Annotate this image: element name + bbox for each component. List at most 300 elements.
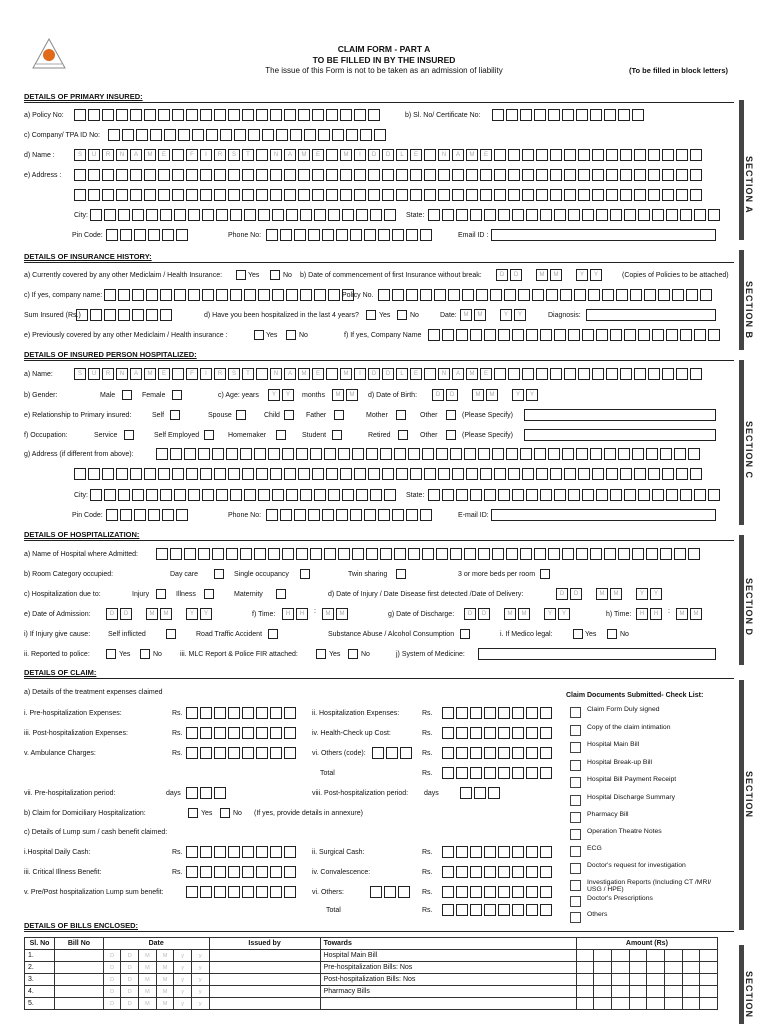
char-box[interactable]: D [382,368,394,380]
char-box[interactable] [326,149,338,161]
bill-date-cell[interactable]: M [156,950,174,962]
char-box[interactable] [102,109,114,121]
char-box[interactable] [338,548,350,560]
char-box[interactable] [512,707,524,719]
char-box[interactable] [158,189,170,201]
char-box[interactable] [300,209,312,221]
char-box[interactable] [480,169,492,181]
char-box[interactable] [494,368,506,380]
char-box[interactable] [228,109,240,121]
char-box[interactable] [562,448,574,460]
bill-amount-cell[interactable] [612,950,630,962]
char-box[interactable]: U [88,149,100,161]
char-box[interactable] [118,309,130,321]
char-box[interactable]: M [144,368,156,380]
bill-date-cell[interactable]: D [103,962,121,974]
char-box[interactable] [164,129,176,141]
char-box[interactable] [364,229,376,241]
critical-illness-input[interactable] [186,866,296,878]
hospitalized-no-checkbox[interactable] [397,310,407,320]
char-box[interactable] [286,289,298,301]
char-box[interactable] [340,109,352,121]
bill-date-cell[interactable]: D [121,962,139,974]
char-box[interactable] [498,886,510,898]
char-box[interactable] [676,468,688,480]
char-box[interactable] [74,468,86,480]
char-box[interactable] [470,727,482,739]
char-box[interactable] [492,448,504,460]
char-box[interactable] [410,169,422,181]
char-box[interactable] [400,747,412,759]
occupation-other-input[interactable] [524,429,716,441]
char-box[interactable] [620,169,632,181]
char-box[interactable] [540,727,552,739]
age-months-input[interactable] [332,389,358,401]
char-box[interactable] [228,846,240,858]
char-box[interactable] [352,448,364,460]
char-box[interactable] [646,448,658,460]
char-box[interactable] [284,846,296,858]
char-box[interactable] [350,509,362,521]
char-box[interactable] [242,169,254,181]
char-box[interactable] [648,169,660,181]
bill-no-cell[interactable] [55,998,104,1010]
char-box[interactable]: D [478,608,490,620]
char-box[interactable] [266,229,278,241]
char-box[interactable] [634,468,646,480]
char-box[interactable] [508,149,520,161]
char-box[interactable] [498,329,510,341]
bill-date-cell[interactable]: y [191,950,209,962]
char-box[interactable]: D [446,389,458,401]
char-box[interactable] [240,548,252,560]
char-box[interactable] [256,886,268,898]
char-box[interactable]: I [200,368,212,380]
char-box[interactable]: E [480,368,492,380]
char-box[interactable] [256,109,268,121]
char-box[interactable] [130,468,142,480]
others-amount-2-input[interactable] [442,886,552,898]
char-box[interactable] [220,129,232,141]
char-box[interactable] [672,289,684,301]
char-box[interactable] [186,846,198,858]
char-box[interactable] [294,229,306,241]
char-box[interactable] [134,509,146,521]
char-box[interactable] [592,189,604,201]
char-box[interactable]: M [518,608,530,620]
char-box[interactable] [512,846,524,858]
char-box[interactable]: Y [514,309,526,321]
patient-pin-input[interactable] [106,509,188,521]
char-box[interactable] [172,368,184,380]
mlc-yes-checkbox[interactable] [316,649,326,659]
occupation-option-checkbox[interactable] [124,430,134,440]
checklist-checkbox[interactable] [570,846,581,857]
char-box[interactable] [610,329,622,341]
char-box[interactable] [146,489,158,501]
char-box[interactable] [478,548,490,560]
char-box[interactable] [216,289,228,301]
char-box[interactable] [200,787,212,799]
char-box[interactable] [276,129,288,141]
bill-date-cell[interactable]: M [139,986,157,998]
char-box[interactable]: Y [636,588,648,600]
char-box[interactable] [384,489,396,501]
char-box[interactable] [272,489,284,501]
char-box[interactable] [536,368,548,380]
char-box[interactable]: M [146,608,158,620]
char-box[interactable] [424,169,436,181]
medico-legal-no-checkbox[interactable] [607,629,617,639]
char-box[interactable]: M [536,269,548,281]
char-box[interactable]: A [452,368,464,380]
name-input[interactable] [74,149,702,161]
char-box[interactable]: M [322,608,334,620]
char-box[interactable]: E [480,149,492,161]
char-box[interactable] [104,289,116,301]
char-box[interactable]: R [214,368,226,380]
char-box[interactable] [280,509,292,521]
bill-date-cell[interactable]: M [156,998,174,1010]
char-box[interactable]: R [102,368,114,380]
char-box[interactable] [186,468,198,480]
char-box[interactable] [336,509,348,521]
discharge-date-input[interactable] [464,608,570,620]
char-box[interactable] [506,448,518,460]
char-box[interactable] [526,866,538,878]
char-box[interactable] [410,468,422,480]
char-box[interactable] [694,329,706,341]
char-box[interactable] [606,149,618,161]
hospital-name-input[interactable] [156,548,700,560]
post-hosp-amount-input[interactable] [186,727,296,739]
char-box[interactable] [536,169,548,181]
char-box[interactable] [630,289,642,301]
char-box[interactable] [314,289,326,301]
char-box[interactable] [504,289,516,301]
char-box[interactable] [326,189,338,201]
char-box[interactable] [620,149,632,161]
char-box[interactable] [322,509,334,521]
char-box[interactable] [366,448,378,460]
char-box[interactable] [578,189,590,201]
char-box[interactable] [512,727,524,739]
char-box[interactable] [216,489,228,501]
char-box[interactable] [512,329,524,341]
char-box[interactable] [136,129,148,141]
bill-date-cell[interactable]: y [174,998,192,1010]
char-box[interactable] [228,886,240,898]
char-box[interactable] [370,886,382,898]
bill-date-cell[interactable]: y [174,962,192,974]
checklist-item[interactable] [570,724,671,736]
char-box[interactable]: S [74,149,86,161]
char-box[interactable] [270,866,282,878]
char-box[interactable] [312,468,324,480]
char-box[interactable] [620,368,632,380]
bill-amount-cell[interactable] [629,986,647,998]
char-box[interactable] [192,129,204,141]
bill-issued-by-cell[interactable] [209,950,320,962]
char-box[interactable] [198,448,210,460]
char-box[interactable] [634,368,646,380]
char-box[interactable] [578,149,590,161]
currently-covered-no-checkbox[interactable] [270,270,280,280]
char-box[interactable] [396,468,408,480]
char-box[interactable] [116,189,128,201]
patient-name-input[interactable] [74,368,702,380]
relationship-option-checkbox[interactable] [236,410,246,420]
bill-amount-cell[interactable] [647,998,665,1010]
char-box[interactable] [466,189,478,201]
char-box[interactable] [172,468,184,480]
char-box[interactable] [116,468,128,480]
char-box[interactable] [378,509,390,521]
char-box[interactable]: D [570,588,582,600]
char-box[interactable] [456,329,468,341]
char-box[interactable]: M [466,368,478,380]
char-box[interactable] [268,448,280,460]
char-box[interactable] [648,468,660,480]
char-box[interactable] [206,129,218,141]
others-code-input[interactable] [372,747,412,759]
char-box[interactable] [178,129,190,141]
bill-issued-by-cell[interactable] [209,974,320,986]
bill-date-cell[interactable]: y [174,974,192,986]
char-box[interactable] [564,468,576,480]
char-box[interactable] [214,846,226,858]
char-box[interactable] [200,468,212,480]
bill-amount-cell[interactable] [647,950,665,962]
char-box[interactable] [258,489,270,501]
char-box[interactable] [256,368,268,380]
char-box[interactable] [132,489,144,501]
occupation-option-checkbox[interactable] [204,430,214,440]
char-box[interactable]: D [432,389,444,401]
char-box[interactable] [526,727,538,739]
char-box[interactable] [284,109,296,121]
char-box[interactable] [146,289,158,301]
char-box[interactable] [604,448,616,460]
char-box[interactable] [550,189,562,201]
bill-amount-cell[interactable] [700,986,718,998]
char-box[interactable] [466,169,478,181]
char-box[interactable] [172,109,184,121]
char-box[interactable] [522,149,534,161]
char-box[interactable] [436,548,448,560]
others-code-2-input[interactable] [370,886,410,898]
bill-date-cell[interactable]: y [191,962,209,974]
char-box[interactable] [378,289,390,301]
char-box[interactable] [90,209,102,221]
bill-amount-cell[interactable] [664,974,682,986]
char-box[interactable] [562,548,574,560]
char-box[interactable] [118,209,130,221]
char-box[interactable] [148,229,160,241]
char-box[interactable] [632,109,644,121]
char-box[interactable] [456,727,468,739]
others-amount-input[interactable] [442,747,552,759]
char-box[interactable] [484,904,496,916]
char-box[interactable] [624,209,636,221]
checklist-checkbox[interactable] [570,812,581,823]
domiciliary-no-checkbox[interactable] [220,808,230,818]
char-box[interactable] [420,509,432,521]
bill-date-cell[interactable]: D [121,950,139,962]
char-box[interactable] [270,189,282,201]
char-box[interactable] [442,707,454,719]
char-box[interactable] [476,289,488,301]
char-box[interactable] [174,209,186,221]
char-box[interactable] [568,489,580,501]
bill-amount-cell[interactable] [647,986,665,998]
occupation-option-checkbox[interactable] [332,430,342,440]
bill-no-cell[interactable] [55,974,104,986]
char-box[interactable] [512,489,524,501]
char-box[interactable] [540,329,552,341]
bill-amount-cell[interactable] [682,974,700,986]
male-checkbox[interactable] [122,390,132,400]
char-box[interactable] [604,109,616,121]
char-box[interactable] [374,129,386,141]
char-box[interactable]: H [650,608,662,620]
char-box[interactable] [256,747,268,759]
relationship-option-checkbox[interactable] [284,410,294,420]
char-box[interactable] [484,747,496,759]
patient-email-input[interactable] [491,509,716,521]
char-box[interactable] [442,489,454,501]
previously-covered-no-checkbox[interactable] [286,330,296,340]
checklist-item[interactable] [570,759,652,771]
char-box[interactable] [392,289,404,301]
char-box[interactable] [606,468,618,480]
char-box[interactable] [104,309,116,321]
char-box[interactable] [564,149,576,161]
char-box[interactable] [484,846,496,858]
char-box[interactable] [424,149,436,161]
char-box[interactable] [270,707,282,719]
char-box[interactable] [564,169,576,181]
char-box[interactable] [258,289,270,301]
char-box[interactable] [648,368,660,380]
checklist-item[interactable] [570,794,675,806]
char-box[interactable] [130,169,142,181]
char-box[interactable] [392,509,404,521]
policy-no-input[interactable] [74,109,380,121]
char-box[interactable] [378,229,390,241]
char-box[interactable]: Y [576,269,588,281]
char-box[interactable] [214,866,226,878]
char-box[interactable] [676,149,688,161]
char-box[interactable] [214,109,226,121]
post-period-days-input[interactable] [460,787,500,799]
daily-cash-input[interactable] [186,846,296,858]
bill-amount-cell[interactable] [700,950,718,962]
checklist-item[interactable] [570,895,653,907]
checklist-item[interactable] [570,845,602,857]
char-box[interactable] [88,109,100,121]
char-box[interactable] [466,468,478,480]
char-box[interactable] [662,169,674,181]
char-box[interactable]: E [410,149,422,161]
char-box[interactable] [508,189,520,201]
bill-amount-cell[interactable] [682,998,700,1010]
char-box[interactable] [186,189,198,201]
char-box[interactable] [202,209,214,221]
char-box[interactable] [244,209,256,221]
char-box[interactable] [186,747,198,759]
char-box[interactable]: I [354,368,366,380]
char-box[interactable] [228,727,240,739]
char-box[interactable] [364,509,376,521]
lump-sum-benefit-input[interactable] [186,886,296,898]
char-box[interactable] [354,189,366,201]
char-box[interactable] [470,866,482,878]
pre-hosp-amount-input[interactable] [186,707,296,719]
char-box[interactable] [214,787,226,799]
char-box[interactable]: F [186,149,198,161]
char-box[interactable]: M [466,149,478,161]
char-box[interactable]: A [130,149,142,161]
due-to-option-checkbox[interactable] [204,589,214,599]
char-box[interactable] [284,727,296,739]
char-box[interactable] [270,846,282,858]
char-box[interactable] [120,509,132,521]
char-box[interactable] [536,189,548,201]
char-box[interactable] [284,866,296,878]
char-box[interactable] [708,489,720,501]
char-box[interactable] [202,289,214,301]
bill-amount-cell[interactable] [700,962,718,974]
char-box[interactable] [438,468,450,480]
char-box[interactable]: S [228,149,240,161]
char-box[interactable] [254,548,266,560]
char-box[interactable] [326,109,338,121]
char-box[interactable] [456,767,468,779]
char-box[interactable] [456,747,468,759]
char-box[interactable] [470,846,482,858]
char-box[interactable] [188,489,200,501]
injury-cause-option-checkbox[interactable] [166,629,176,639]
char-box[interactable] [284,747,296,759]
bill-amount-cell[interactable] [612,962,630,974]
char-box[interactable] [618,548,630,560]
char-box[interactable] [540,886,552,898]
char-box[interactable] [540,866,552,878]
char-box[interactable] [498,767,510,779]
char-box[interactable] [526,846,538,858]
char-box[interactable] [470,209,482,221]
char-box[interactable] [116,169,128,181]
char-box[interactable]: R [214,149,226,161]
address-line-2-input[interactable] [74,189,702,201]
char-box[interactable] [508,468,520,480]
char-box[interactable] [130,189,142,201]
ambulance-amount-input[interactable] [186,747,296,759]
char-box[interactable] [606,189,618,201]
occupation-option-checkbox[interactable] [398,430,408,440]
email-input[interactable] [491,229,716,241]
char-box[interactable] [176,229,188,241]
char-box[interactable] [460,787,472,799]
char-box[interactable] [298,109,310,121]
char-box[interactable] [690,368,702,380]
char-box[interactable] [90,489,102,501]
char-box[interactable] [428,489,440,501]
room-category-option-checkbox[interactable] [300,569,310,579]
currently-covered-yes-checkbox[interactable] [236,270,246,280]
char-box[interactable]: N [270,149,282,161]
